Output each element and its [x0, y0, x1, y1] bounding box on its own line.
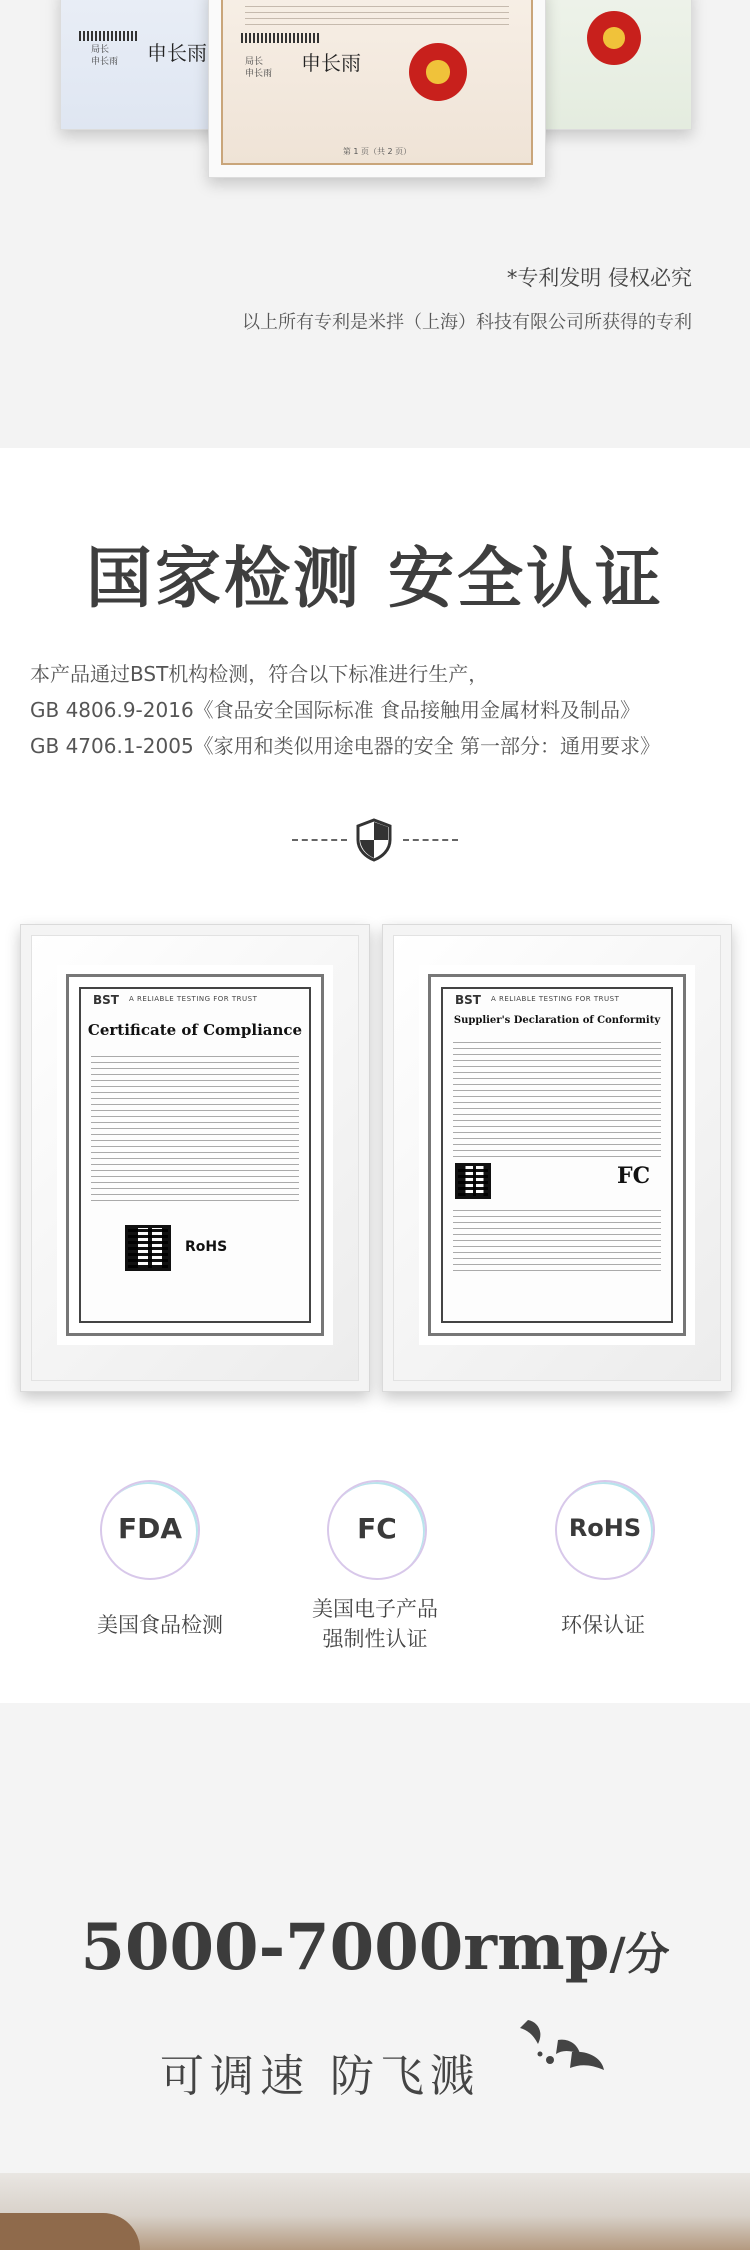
bst-tagline: A RELIABLE TESTING FOR TRUST — [491, 995, 620, 1003]
director-title: 局长 — [91, 45, 110, 55]
official-seal-icon — [587, 11, 641, 65]
bst-logo: BST — [93, 993, 119, 1007]
page-number: 第 1 页（共 2 页） — [342, 147, 412, 156]
divider-dash-right — [403, 839, 458, 841]
speed-tagline: 可调速 防飞溅 — [160, 2051, 480, 2102]
section-divider — [0, 818, 750, 862]
badge-label-line: 美国电子产品 — [312, 1597, 438, 1621]
certificate-body-text — [453, 1037, 661, 1157]
fcc-icon — [327, 1480, 427, 1580]
fda-label — [60, 1610, 260, 1640]
certificate-footer-text — [453, 1205, 661, 1275]
fcc-mark: FC — [617, 1163, 651, 1189]
qr-code-icon — [125, 1225, 171, 1271]
badge-label-line: 美国食品检测 — [97, 1613, 223, 1637]
supplier-declaration-of-conformity — [419, 965, 695, 1345]
barcode-icon — [241, 33, 321, 43]
rohs-label — [503, 1610, 703, 1640]
speed-value: 5000-7000rmp — [80, 1910, 610, 1985]
standard-line-1: 本产品通过BST机构检测，符合以下标准进行生产， — [30, 662, 489, 686]
standard-line-2: GB 4806.9-2016《食品安全国际标准 食品接触用金属材料及制品》 — [30, 698, 641, 722]
badge-label-line: 强制性认证 — [322, 1627, 428, 1651]
certification-title: 国家检测 安全认证 — [86, 539, 664, 617]
barcode-icon — [79, 31, 139, 41]
signature: 申长雨 — [301, 51, 361, 75]
director-title: 局长 — [245, 57, 264, 67]
official-seal-icon — [409, 43, 467, 101]
certificate-body-text — [245, 1, 509, 25]
badge-label-line: 环保认证 — [561, 1613, 645, 1637]
fda-mark: FDA — [117, 1512, 183, 1545]
certificate-body-text — [91, 1051, 299, 1201]
patent-frame-center — [208, 0, 546, 178]
fcc-mark: FC — [357, 1512, 397, 1545]
speed-unit: /分 — [609, 1929, 670, 1980]
rohs-mark: RoHS — [568, 1514, 642, 1542]
certificate-title: Certificate of Compliance — [87, 1021, 303, 1039]
signature: 申长雨 — [147, 41, 207, 65]
bst-tagline: A RELIABLE TESTING FOR TRUST — [129, 995, 258, 1003]
director-name: 申长雨 — [91, 57, 119, 67]
patent-warning: *专利发明 侵权必究 — [506, 266, 692, 290]
certificate-title: Supplier's Declaration of Conformity — [453, 1015, 661, 1026]
patent-section — [0, 0, 750, 448]
rohs-mark: RoHS — [185, 1239, 228, 1255]
standard-line-3: GB 4706.1-2005《家用和类似用途电器的安全 第一部分：通用要求》 — [30, 734, 661, 758]
fda-icon — [100, 1480, 200, 1580]
divider-dash-left — [292, 839, 347, 841]
speed-headline — [0, 1910, 750, 1985]
certificate-of-compliance — [57, 965, 333, 1345]
shield-icon — [354, 818, 394, 862]
splash-icon — [510, 2010, 610, 2082]
certificate-frame-left — [20, 924, 370, 1392]
fcc-label — [275, 1594, 475, 1654]
product-photo-strip — [0, 2173, 750, 2250]
patent-certificate-center — [221, 0, 533, 165]
rohs-icon — [555, 1480, 655, 1580]
certificate-frame-right — [382, 924, 732, 1392]
qr-code-icon — [455, 1163, 491, 1199]
bst-logo: BST — [455, 993, 481, 1007]
patent-owner-note: 以上所有专利是米拌（上海）科技有限公司所获得的专利 — [242, 312, 692, 333]
director-name: 申长雨 — [245, 69, 273, 79]
